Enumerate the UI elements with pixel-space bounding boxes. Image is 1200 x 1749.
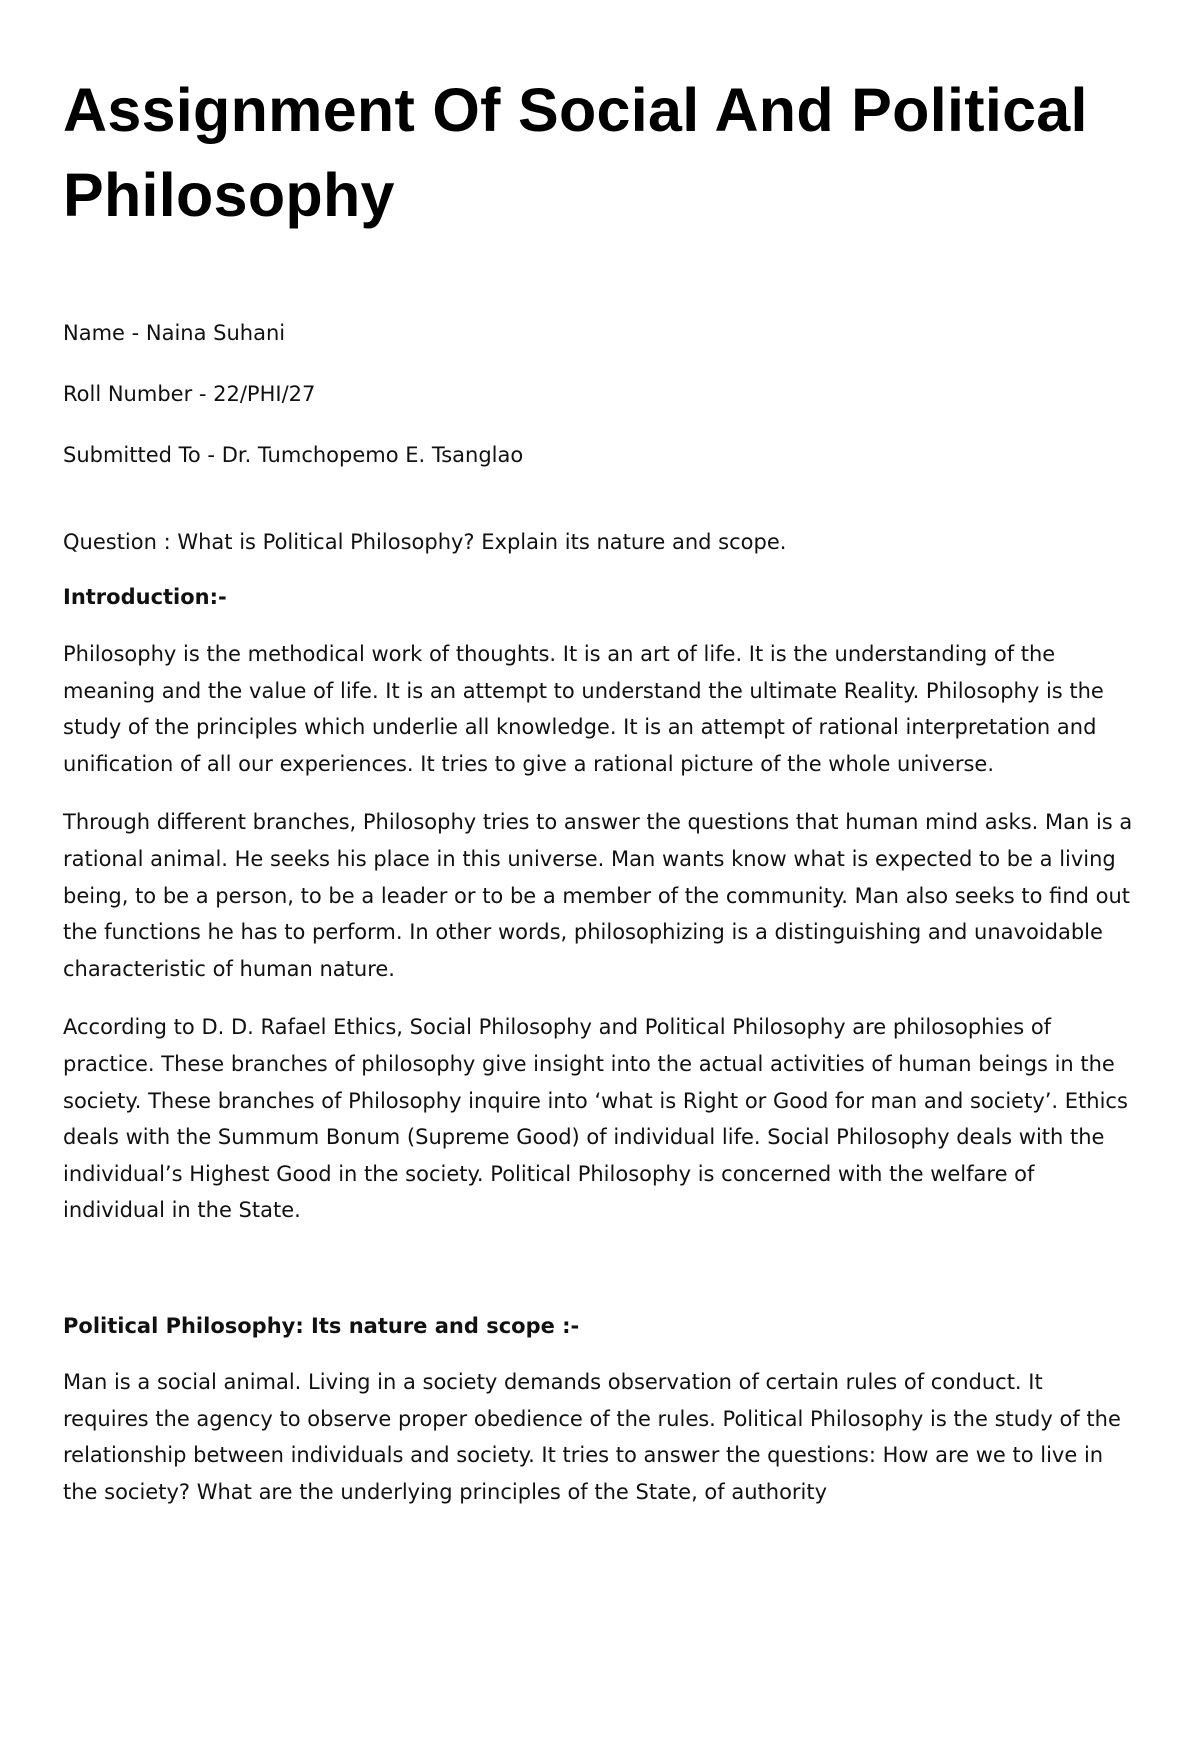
introduction-paragraph: Philosophy is the methodical work of thoughts. It is an art of life. It is the understanding of the meaning and the value of life. It is an attempt to understand the ultimate Reality. Philosophy is the study of the principles which underlie all knowledge. It is an attempt of rational interpretation and unification of all our experiences. It tries to give a rational picture of the whole universe. [63,642,1104,776]
submitted-to: Submitted To - Dr. Tumchopemo E. Tsanglao [63,443,524,467]
student-name: Name - Naina Suhani [63,321,286,345]
roll-number: Roll Number - 22/PHI/27 [63,382,316,406]
introduction-paragraph: According to D. D. Rafael Ethics, Social Philosophy and Political Philosophy are philosophies of practice. These branches of philosophy give insight into the actual activities of human beings in the society. These branches of Philosophy inquire into ‘what is Right or Good for man and society’. Ethics deals with the Summum Bonum (Supreme Good) of individual life. Social Philosophy deals with the individual’s Highest Good in the society. Political Philosophy is concerned with the welfare of individual in the State. [63,1015,1128,1223]
document-title: Assignment Of Social And Political Philosophy [63,76,1088,229]
nature-scope-heading: Political Philosophy: Its nature and scope :- [63,1313,580,1338]
nature-scope-paragraph: Man is a social animal. Living in a society demands observation of certain rules of conduct. It requires the agency to observe proper obedience of the rules. Political Philosophy is the study of the relationship between individuals and society. It tries to answer the questions: How are we to live in the society? What are the underlying principles of the State, of authority [63,1369,1121,1504]
introduction-heading: Introduction:- [63,585,227,609]
introduction-paragraph: Through different branches, Philosophy tries to answer the questions that human mind asks. Man is a rational animal. He seeks his place in this universe. Man wants know what is expected to be a living being, to be a person, to be a leader or to be a member of the community. Man also seeks to find out the functions he has to perform. In other words, philosophizing is a distinguishing and unavoidable characteristic of human nature. [63,810,1133,981]
student-details [63,320,1134,469]
assignment-question: Question : What is Political Philosophy? Explain its nature and scope. [63,530,787,554]
